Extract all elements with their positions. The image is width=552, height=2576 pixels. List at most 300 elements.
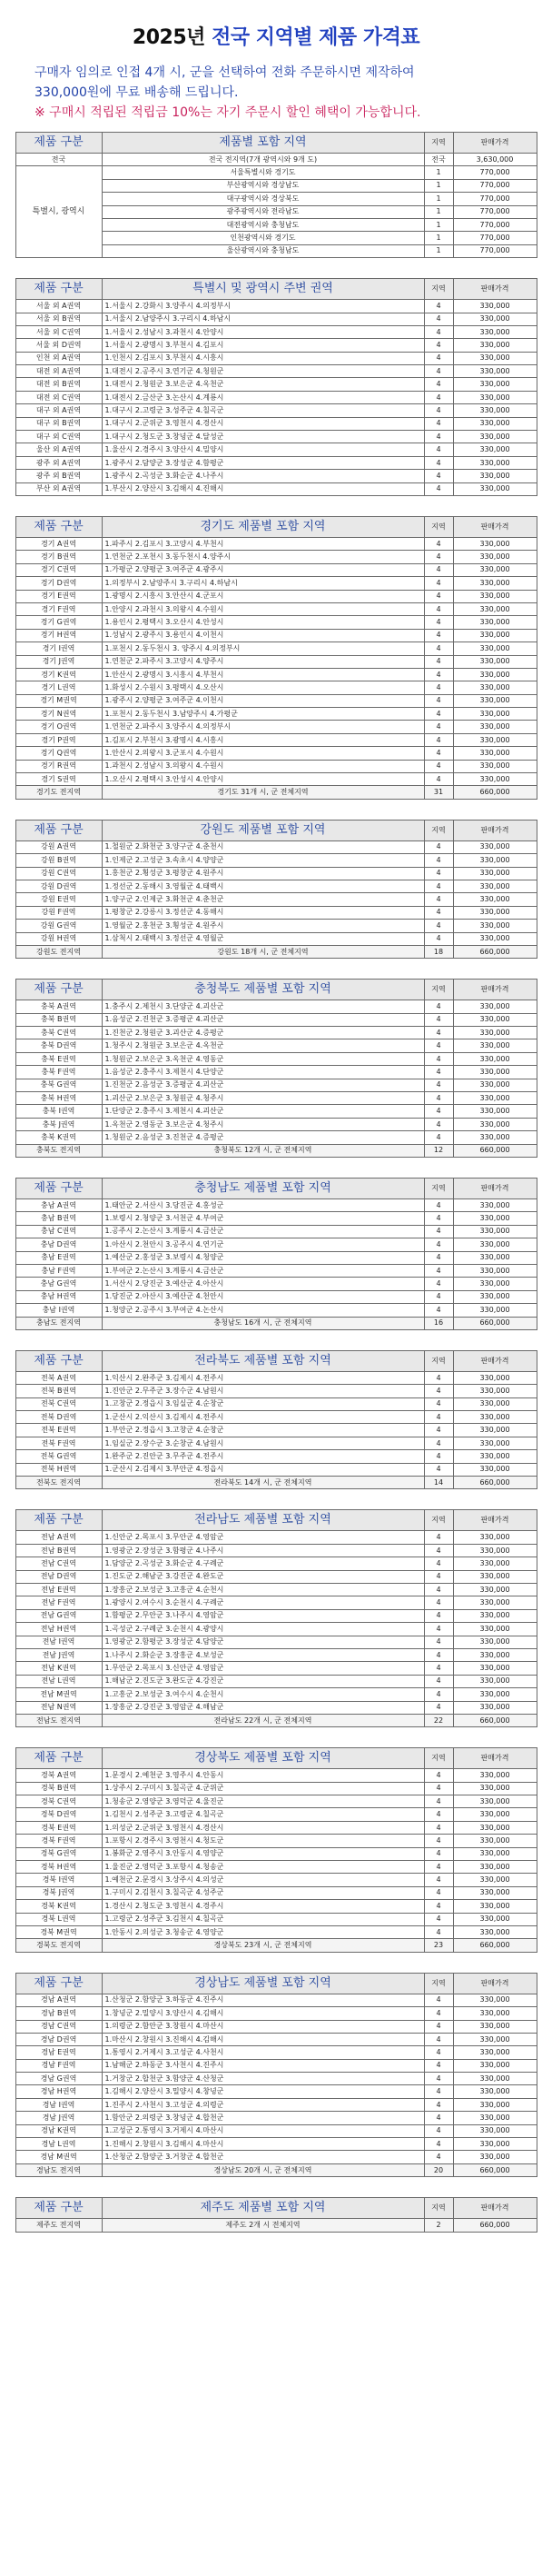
table-row [15, 417, 537, 430]
region-code: 전남 C권역 [15, 1557, 102, 1570]
region-list: 1.경산시 2.청도군 3.영천시 4.경주시 [102, 1900, 424, 1913]
price: 330,000 [453, 694, 537, 707]
region-code: 강원 E권역 [15, 893, 102, 906]
price: 330,000 [453, 325, 537, 338]
region-list: 1.광주시 2.양평군 3.여주군 4.이천시 [102, 694, 424, 707]
region-list: 1.고령군 2.성주군 3.김천시 4.칠곡군 [102, 1913, 424, 1925]
price: 330,000 [453, 391, 537, 403]
total-price: 660,000 [453, 1477, 537, 1489]
area-count: 4 [424, 590, 453, 602]
area-count: 4 [424, 1570, 453, 1583]
region-code: 전남 A권역 [15, 1531, 102, 1544]
price: 330,000 [453, 867, 537, 880]
area-count: 4 [424, 1861, 453, 1874]
table-row [15, 602, 537, 615]
table-row [15, 906, 537, 919]
table-row [15, 1886, 537, 1899]
table-row [15, 1835, 537, 1847]
price: 330,000 [453, 1225, 537, 1238]
price: 330,000 [453, 616, 537, 629]
table-row [15, 1463, 537, 1476]
table-row [15, 854, 537, 867]
table-row [15, 2059, 537, 2072]
price: 330,000 [453, 1131, 537, 1144]
region-list: 1.진도군 2.해남군 3.강진군 4.완도군 [102, 1570, 424, 1583]
table-row [15, 1278, 537, 1290]
table-gap [0, 2177, 552, 2188]
header-regions: 제품별 포함 지역 [102, 133, 424, 154]
region-list: 1.태안군 2.서산시 3.당진군 4.홍성군 [102, 1199, 424, 1212]
total-label: 경남도 전지역 [15, 2163, 102, 2176]
total-area-count: 2 [424, 2219, 453, 2232]
area-count: 4 [424, 339, 453, 352]
area-count: 4 [424, 1531, 453, 1544]
price: 330,000 [453, 681, 537, 694]
table-row [15, 1066, 537, 1079]
table-row [15, 2046, 537, 2059]
total-area-count: 22 [424, 1714, 453, 1726]
price: 330,000 [453, 404, 537, 417]
table-row [15, 2112, 537, 2124]
area-count: 4 [424, 300, 453, 313]
region-list: 1.안동시 2.의성군 3.청송군 4.영양군 [102, 1925, 424, 1938]
price: 330,000 [453, 893, 537, 906]
area-count: 1 [424, 244, 453, 257]
region-code: 경남 G권역 [15, 2073, 102, 2085]
table-row [15, 893, 537, 906]
area-count: 4 [424, 840, 453, 853]
header-regions: 전라남도 제품별 포함 지역 [102, 1510, 424, 1531]
region-code: 경기 G권역 [15, 616, 102, 629]
price: 330,000 [453, 1079, 537, 1091]
header-price: 판매가격 [453, 1748, 537, 1769]
region-code: 대전 외 C권역 [15, 391, 102, 403]
area-count: 4 [424, 1636, 453, 1648]
region-list: 1.문경시 2.예천군 3.영주시 4.안동시 [102, 1769, 424, 1782]
price: 330,000 [453, 339, 537, 352]
price: 330,000 [453, 1052, 537, 1065]
header-regions: 강원도 제품별 포함 지역 [102, 820, 424, 840]
total-row [15, 2219, 537, 2232]
area-count: 4 [424, 602, 453, 615]
total-label: 경북도 전지역 [15, 1939, 102, 1952]
area-count: 4 [424, 1397, 453, 1410]
total-description: 충청남도 16개 시, 군 전체지역 [102, 1317, 424, 1329]
title-year: 2025년 [132, 26, 212, 49]
area-count: 4 [424, 2085, 453, 2098]
area-count: 4 [424, 431, 453, 443]
area-count: 4 [424, 1688, 453, 1701]
header-price: 판매가격 [453, 820, 537, 840]
region-list: 1.광양시 2.여수시 3.순천시 4.구례군 [102, 1596, 424, 1609]
table-gap [0, 496, 552, 507]
price: 330,000 [453, 1583, 537, 1596]
price: 330,000 [453, 733, 537, 746]
table-row [15, 2085, 537, 2098]
region-list: 1.고성군 2.통영시 3.거제시 4.마산시 [102, 2124, 424, 2137]
region-list: 1.음성군 2.진천군 3.증평군 4.괴산군 [102, 1013, 424, 1026]
header-category: 제품 구분 [15, 2198, 102, 2219]
region-code: 경북 K권역 [15, 1900, 102, 1913]
region-code: 충북 D권역 [15, 1039, 102, 1052]
region-list: 1.인제군 2.고성군 3.속초시 4.양양군 [102, 854, 424, 867]
table-row [15, 166, 537, 179]
region-code: 대전 외 A권역 [15, 365, 102, 378]
region-code: 경북 L권역 [15, 1913, 102, 1925]
table-row [15, 154, 537, 166]
price: 330,000 [453, 1463, 537, 1476]
price: 330,000 [453, 655, 537, 668]
region-code: 경북 M권역 [15, 1925, 102, 1938]
region-code: 전남 K권역 [15, 1662, 102, 1675]
header-regions: 경상북도 제품별 포함 지역 [102, 1748, 424, 1769]
area-count: 4 [424, 1886, 453, 1899]
header-price: 판매가격 [453, 980, 537, 1000]
area-count: 1 [424, 232, 453, 244]
price-table [15, 979, 537, 1158]
price: 330,000 [453, 1039, 537, 1052]
price: 330,000 [453, 2020, 537, 2033]
table-row [15, 1648, 537, 1661]
price: 330,000 [453, 1278, 537, 1290]
price: 330,000 [453, 1371, 537, 1384]
region-list: 1.정선군 2.동해시 3.영월군 4.태백시 [102, 880, 424, 892]
price: 770,000 [453, 218, 537, 231]
price: 330,000 [453, 1886, 537, 1899]
table-row [15, 482, 537, 495]
table-row [15, 443, 537, 456]
price: 330,000 [453, 1290, 537, 1303]
header-category: 제품 구분 [15, 1350, 102, 1371]
area-count: 4 [424, 365, 453, 378]
total-area-count: 16 [424, 1317, 453, 1329]
total-price: 660,000 [453, 1939, 537, 1952]
price: 330,000 [453, 2073, 537, 2085]
region-list: 대구광역시와 경상북도 [102, 193, 424, 205]
area-count: 4 [424, 577, 453, 590]
header-regions: 제주도 제품별 포함 지역 [102, 2198, 424, 2219]
region-list: 1.대전시 2.공주시 3.연기군 4.청원군 [102, 365, 424, 378]
area-count: 4 [424, 2098, 453, 2111]
table-row [15, 2033, 537, 2045]
header-regions: 경상남도 제품별 포함 지역 [102, 1973, 424, 1994]
price: 330,000 [453, 1411, 537, 1424]
header-category: 제품 구분 [15, 133, 102, 154]
region-list: 1.예산군 2.홍성군 3.보령시 4.청양군 [102, 1251, 424, 1264]
region-list: 1.임실군 2.장수군 3.순창군 4.남원시 [102, 1437, 424, 1449]
table-header-row [15, 1510, 537, 1531]
price: 330,000 [453, 920, 537, 932]
region-list: 1.성남시 2.광주시 3.용인시 4.이천시 [102, 629, 424, 642]
region-list: 광주광역시와 전라남도 [102, 205, 424, 218]
region-code: 충북 K권역 [15, 1131, 102, 1144]
price: 330,000 [453, 840, 537, 853]
area-count: 4 [424, 1131, 453, 1144]
area-count: 4 [424, 906, 453, 919]
price: 330,000 [453, 1105, 537, 1118]
area-count: 4 [424, 1212, 453, 1225]
region-code: 경북 G권역 [15, 1847, 102, 1860]
table-row [15, 694, 537, 707]
header-regions: 특별시 및 광역시 주변 권역 [102, 279, 424, 300]
price: 330,000 [453, 1251, 537, 1264]
table-header-row [15, 820, 537, 840]
region-code: 충북 A권역 [15, 1000, 102, 1013]
area-count: 4 [424, 1874, 453, 1886]
area-count: 4 [424, 1225, 453, 1238]
table-row [15, 1913, 537, 1925]
area-count: 4 [424, 880, 453, 892]
region-code: 전남 D권역 [15, 1570, 102, 1583]
region-code: 서울 외 B권역 [15, 313, 102, 325]
area-count: 4 [424, 482, 453, 495]
table-header-row [15, 1973, 537, 1994]
region-list: 1.삼척시 2.태백시 3.정선군 4.영월군 [102, 932, 424, 945]
notice-block [0, 63, 552, 123]
header-area-count: 지역 [424, 2198, 453, 2219]
area-count: 1 [424, 179, 453, 192]
area-count: 4 [424, 1583, 453, 1596]
region-code: 서울 외 A권역 [15, 300, 102, 313]
region-code: 전북 F권역 [15, 1437, 102, 1449]
region-list: 1.영월군 2.홍천군 3.횡성군 4.원주시 [102, 920, 424, 932]
area-count: 4 [424, 1769, 453, 1782]
table-row [15, 1782, 537, 1795]
region-code: 충남 G권역 [15, 1278, 102, 1290]
table-row [15, 655, 537, 668]
region-list: 1.과천시 2.성남시 3.의왕시 4.수원시 [102, 760, 424, 772]
region-code: 강원 D권역 [15, 880, 102, 892]
region-list: 1.서울시 2.강화시 3.양주시 4.의정부시 [102, 300, 424, 313]
table-row [15, 378, 537, 391]
table-row [15, 391, 537, 403]
area-count: 4 [424, 417, 453, 430]
header-category: 제품 구분 [15, 1973, 102, 1994]
price: 330,000 [453, 747, 537, 760]
region-list: 1.진천군 2.청원군 3.괴산군 4.증평군 [102, 1027, 424, 1039]
region-code: 경북 J권역 [15, 1886, 102, 1899]
price: 330,000 [453, 629, 537, 642]
area-count: 4 [424, 1411, 453, 1424]
header-area-count: 지역 [424, 1350, 453, 1371]
region-code: 인천 외 A권역 [15, 352, 102, 364]
header-area-count: 지역 [424, 820, 453, 840]
price-table [15, 2197, 537, 2232]
region-code: 강원 C권역 [15, 867, 102, 880]
price: 330,000 [453, 1013, 537, 1026]
table-row [15, 1264, 537, 1277]
price: 330,000 [453, 470, 537, 482]
region-code: 부산 외 A권역 [15, 482, 102, 495]
total-row [15, 1714, 537, 1726]
region-code: 충남 H권역 [15, 1290, 102, 1303]
region-list: 1.무안군 2.목포시 3.신안군 4.영암군 [102, 1662, 424, 1675]
price: 330,000 [453, 2033, 537, 2045]
region-code: 전남 G권역 [15, 1609, 102, 1622]
region-list: 1.연천군 2.파주시 3.양주시 4.의정부시 [102, 721, 424, 733]
price: 330,000 [453, 1437, 537, 1449]
region-code: 전남 H권역 [15, 1623, 102, 1636]
table-row [15, 867, 537, 880]
total-row [15, 786, 537, 799]
region-code: 충북 C권역 [15, 1027, 102, 1039]
region-list: 1.대구시 2.군위군 3.영천시 4.경산시 [102, 417, 424, 430]
price: 330,000 [453, 1557, 537, 1570]
region-list: 1.서울시 2.성남시 3.과천시 4.안양시 [102, 325, 424, 338]
table-row [15, 1385, 537, 1397]
price: 330,000 [453, 708, 537, 721]
region-list: 1.군산시 2.김제시 3.부안군 4.정읍시 [102, 1463, 424, 1476]
region-list: 1.가평군 2.양평군 3.여주군 4.광주시 [102, 563, 424, 576]
table-row [15, 2138, 537, 2151]
region-code: 경기 Q권역 [15, 747, 102, 760]
price: 330,000 [453, 1199, 537, 1212]
total-description: 전라북도 14개 시, 군 전체지역 [102, 1477, 424, 1489]
region-list: 1.포천시 2.동두천시 3. 양주시 4.의정부시 [102, 642, 424, 655]
area-count: 4 [424, 1782, 453, 1795]
table-row [15, 1808, 537, 1821]
table-gap [0, 1158, 552, 1169]
price: 330,000 [453, 906, 537, 919]
price: 330,000 [453, 1066, 537, 1079]
table-row [15, 1994, 537, 2006]
area-count: 4 [424, 2112, 453, 2124]
area-count: 4 [424, 2007, 453, 2020]
price: 330,000 [453, 1092, 537, 1105]
total-description: 제주도 2개 시 전체지역 [102, 2219, 424, 2232]
header-price: 판매가격 [453, 1350, 537, 1371]
header-regions: 충청남도 제품별 포함 지역 [102, 1179, 424, 1199]
region-list: 1.대구시 2.고령군 3.성주군 4.칠곡군 [102, 404, 424, 417]
price: 330,000 [453, 563, 537, 576]
area-count: 1 [424, 205, 453, 218]
region-list: 1.단양군 2.충주시 3.제천시 4.괴산군 [102, 1105, 424, 1118]
price: 330,000 [453, 1913, 537, 1925]
price: 330,000 [453, 300, 537, 313]
total-label: 충북도 전지역 [15, 1144, 102, 1157]
price: 330,000 [453, 2098, 537, 2111]
price: 330,000 [453, 760, 537, 772]
header-category: 제품 구분 [15, 279, 102, 300]
price: 330,000 [453, 365, 537, 378]
table-row [15, 1105, 537, 1118]
price: 3,630,000 [453, 154, 537, 166]
table-row [15, 2020, 537, 2033]
region-list: 1.부안군 2.정읍시 3.고창군 4.순창군 [102, 1424, 424, 1437]
region-code: 경남 E권역 [15, 2046, 102, 2059]
header-area-count: 지역 [424, 1510, 453, 1531]
area-count: 4 [424, 1066, 453, 1079]
region-code: 전북 A권역 [15, 1371, 102, 1384]
table-row [15, 721, 537, 733]
region-list: 1.홍천군 2.횡성군 3.평창군 4.원주시 [102, 867, 424, 880]
header-area-count: 지역 [424, 133, 453, 154]
price: 330,000 [453, 1000, 537, 1013]
region-code: 경기 R권역 [15, 760, 102, 772]
region-code: 경기 N권역 [15, 708, 102, 721]
price-table [15, 132, 537, 258]
table-row [15, 551, 537, 563]
table-row [15, 1437, 537, 1449]
region-list: 1.평창군 2.강릉시 3.정선군 4.동해시 [102, 906, 424, 919]
region-list: 1.울산시 2.경주시 3.양산시 4.밀양시 [102, 443, 424, 456]
area-count: 4 [424, 694, 453, 707]
table-row [15, 920, 537, 932]
area-count: 4 [424, 1052, 453, 1065]
area-count: 4 [424, 1450, 453, 1463]
table-row [15, 1131, 537, 1144]
header-area-count: 지역 [424, 1973, 453, 1994]
area-count: 4 [424, 1278, 453, 1290]
price-table [15, 278, 537, 496]
table-row [15, 1079, 537, 1091]
table-row [15, 1118, 537, 1130]
region-list: 1.의령군 2.함안군 3.창원시 4.마산시 [102, 2020, 424, 2033]
table-row [15, 1092, 537, 1105]
region-code: 전북 B권역 [15, 1385, 102, 1397]
region-list: 1.연천군 2.파주시 3.고양시 4.양주시 [102, 655, 424, 668]
area-count: 4 [424, 668, 453, 681]
area-count: 4 [424, 1079, 453, 1091]
area-count: 4 [424, 1463, 453, 1476]
region-list: 1.익산시 2.완주군 3.김제시 4.전주시 [102, 1371, 424, 1384]
area-count: 4 [424, 1385, 453, 1397]
table-row [15, 880, 537, 892]
region-code: 충남 C권역 [15, 1225, 102, 1238]
area-count: 4 [424, 1238, 453, 1251]
price: 330,000 [453, 1701, 537, 1714]
region-code: 전남 J권역 [15, 1648, 102, 1661]
header-category: 제품 구분 [15, 1510, 102, 1531]
region-code: 강원 A권역 [15, 840, 102, 853]
table-row [15, 668, 537, 681]
total-area-count: 31 [424, 786, 453, 799]
region-list: 1.대구시 2.청도군 3.창녕군 4.달성군 [102, 431, 424, 443]
header-area-count: 지역 [424, 1748, 453, 1769]
price: 330,000 [453, 1570, 537, 1583]
region-list: 1.진해시 2.창원시 3.김해시 4.마산시 [102, 2138, 424, 2151]
table-row [15, 1874, 537, 1886]
price-table [15, 1747, 537, 1952]
price: 330,000 [453, 1782, 537, 1795]
table-header-row [15, 133, 537, 154]
region-code: 울산 외 A권역 [15, 443, 102, 456]
table-row [15, 1052, 537, 1065]
total-row [15, 2163, 537, 2176]
total-row [15, 1317, 537, 1329]
total-row [15, 1939, 537, 1952]
price: 330,000 [453, 1795, 537, 1808]
price: 330,000 [453, 537, 537, 550]
table-row [15, 1688, 537, 1701]
region-list: 1.옥천군 2.영동군 3.보은군 4.청주시 [102, 1118, 424, 1130]
price: 330,000 [453, 1821, 537, 1834]
title-main: 전국 지역별 제품 가격표 [212, 26, 420, 49]
price: 330,000 [453, 1874, 537, 1886]
region-list: 1.고창군 2.정읍시 3.임실군 4.순창군 [102, 1397, 424, 1410]
price: 330,000 [453, 1623, 537, 1636]
region-list: 1.담양군 2.곡성군 3.화순군 4.구례군 [102, 1557, 424, 1570]
region-list: 1.서울시 2.남양주시 3.구리시 4.하남시 [102, 313, 424, 325]
header-price: 판매가격 [453, 133, 537, 154]
region-list: 1.청양군 2.공주시 3.부여군 4.논산시 [102, 1304, 424, 1317]
header-area-count: 지역 [424, 516, 453, 537]
region-code: 경기 E권역 [15, 590, 102, 602]
table-row [15, 1371, 537, 1384]
price-table [15, 820, 537, 960]
region-code: 경기 P권역 [15, 733, 102, 746]
price: 330,000 [453, 1648, 537, 1661]
